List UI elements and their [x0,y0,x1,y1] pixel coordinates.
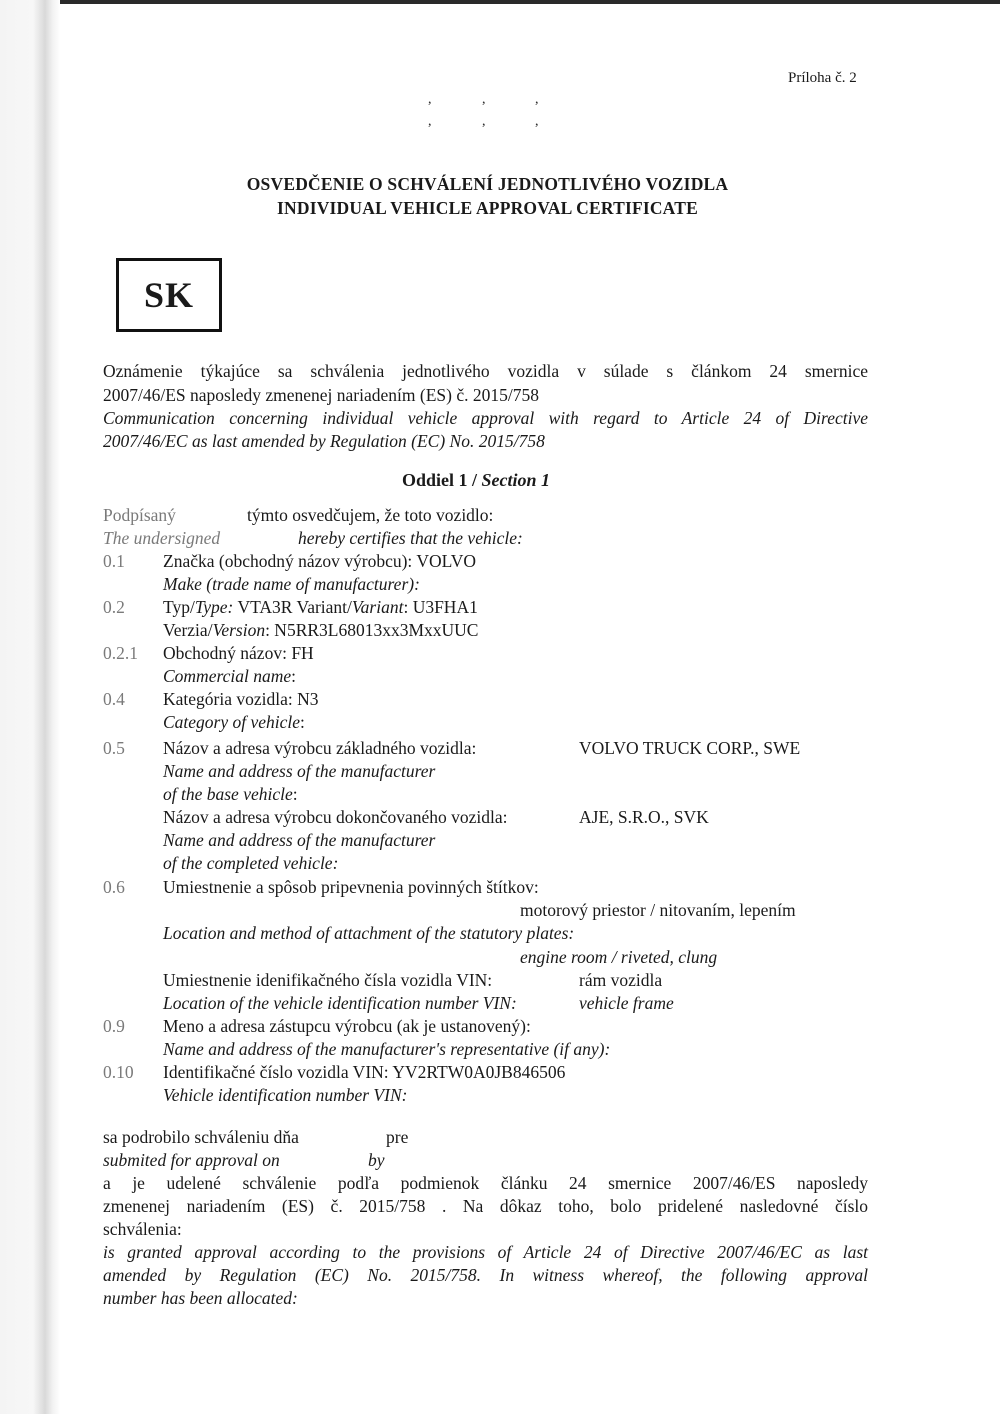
undersigned-text-en: hereby certifies that the vehicle: [298,528,523,548]
base-manufacturer-label-en-1: Name and address of the manufacturer [163,761,436,781]
item-number: 0.2 [103,597,125,617]
item-number: 0.4 [103,689,125,709]
commercial-name-value: FH [291,643,314,663]
type-variant-field: Typ/Type: VTA3R Variant/Variant: U3FHA1 [163,597,478,617]
category-label-en: Category of vehicle: [163,712,305,732]
decorative-mark: , [482,92,486,107]
approval-text-sk-line1: a je udelené schválenie podľa podmienok článku 24 smernice 2007/46/ES naposledy [103,1173,868,1193]
intro-en-line1: Communication concerning individual vehicle approval with regard to Article 24 of Directive [103,408,868,428]
completed-manufacturer-value: AJE, S.R.O., SVK [579,807,709,827]
submission-label-sk: sa podrobilo schváleniu dňa [103,1127,299,1147]
decorative-mark: , [535,114,539,129]
vin-field: Identifikačné číslo vozidla VIN: YV2RTW0A0JB846506 [163,1062,566,1082]
vin-value: YV2RTW0A0JB846506 [392,1062,566,1082]
undersigned-label-sk: Podpísaný [103,505,176,525]
approval-text-en-line1: is granted approval according to the provisions of Article 24 of Directive 2007/46/EC as last [103,1242,868,1262]
representative-label-sk: Meno a adresa zástupcu výrobcu (ak je ustanovený): [163,1016,531,1036]
approval-text-en-line2: amended by Regulation (EC) No. 2015/758. In witness whereof, the following approval [103,1265,868,1285]
item-number: 0.9 [103,1016,125,1036]
plates-value-sk: motorový priestor / nitovaním, lepením [520,900,796,920]
base-manufacturer-value: VOLVO TRUCK CORP., SWE [579,738,801,758]
base-manufacturer-label-en-2: of the base vehicle: [163,784,298,804]
submission-label-en: submited for approval on [103,1150,280,1170]
vin-label-en: Vehicle identification number VIN: [163,1085,408,1105]
base-manufacturer-label-sk: Názov a adresa výrobcu základného vozidla: [163,738,477,758]
document-title-en: INDIVIDUAL VEHICLE APPROVAL CERTIFICATE [277,198,698,218]
intro-sk-line1: Oznámenie týkajúce sa schválenia jednotlivého vozidla v súlade s článkom 24 smernice [103,361,868,381]
completed-manufacturer-label-sk: Názov a adresa výrobcu dokončovaného vozidla: [163,807,508,827]
vin-location-value-en: vehicle frame [579,993,674,1013]
decorative-mark: , [428,92,432,107]
plates-label-en: Location and method of attachment of the statutory plates: [163,923,575,943]
completed-manufacturer-label-en-2: of the completed vehicle: [163,853,339,873]
item-number: 0.2.1 [103,643,138,663]
make-field: Značka (obchodný názov výrobcu): VOLVO [163,551,476,571]
approval-text-sk-line2: zmenenej nariadením (ES) č. 2015/758 . Na dôkaz toho, bolo pridelené nasledovné číslo [103,1196,868,1216]
vin-location-value-sk: rám vozidla [579,970,663,990]
scan-top-edge [0,0,1000,4]
submission-by-en: by [368,1150,385,1170]
category-field: Kategória vozidla: N3 [163,689,319,709]
category-value: N3 [297,689,319,709]
plates-label-sk: Umiestnenie a spôsob pripevnenia povinných štítkov: [163,877,539,897]
make-value: VOLVO [416,551,476,571]
make-label-en: Make (trade name of manufacturer): [163,574,420,594]
item-number: 0.6 [103,877,125,897]
commercial-name-field: Obchodný názov: FH [163,643,314,663]
plates-value-en: engine room / riveted, clung [520,947,718,967]
intro-en-line2: 2007/46/EC as last amended by Regulation (EC) No. 2015/758 [103,431,545,451]
type-value: VTA3R [233,597,297,617]
decorative-mark: , [535,92,539,107]
document-title-sk: OSVEDČENIE O SCHVÁLENÍ JEDNOTLIVÉHO VOZIDLA [246,174,729,194]
version-field: Verzia/Version: N5RR3L68013xx3MxxUUC [163,620,479,640]
item-number: 0.10 [103,1062,134,1082]
version-value: : N5RR3L68013xx3MxxUUC [265,620,479,640]
intro-sk-line2: 2007/46/ES naposledy zmenenej nariadením (ES) č. 2015/758 [103,385,539,405]
approval-text-en-line3: number has been allocated: [103,1288,298,1308]
vin-location-label-en: Location of the vehicle identification number VIN: [163,993,517,1013]
decorative-mark: , [482,114,486,129]
item-number: 0.1 [103,551,125,571]
variant-value: : U3FHA1 [403,597,478,617]
item-number: 0.5 [103,738,125,758]
undersigned-label-en: The undersigned [103,528,221,548]
annex-label: Príloha č. 2 [788,70,857,86]
submission-by-sk: pre [386,1127,409,1147]
decorative-mark: , [428,114,432,129]
country-code-box [116,258,222,332]
representative-label-en: Name and address of the manufacturer's representative (if any): [163,1039,611,1059]
commercial-name-label-en: Commercial name: [163,666,297,686]
country-code: SK [143,275,195,315]
completed-manufacturer-label-en-1: Name and address of the manufacturer [163,830,436,850]
vin-location-label-sk: Umiestnenie idenifikačného čísla vozidla VIN: [163,970,493,990]
approval-text-sk-line3: schválenia: [103,1219,182,1239]
undersigned-text-sk: týmto osvedčujem, že toto vozidlo: [247,505,494,525]
section-heading: Oddiel 1 / Section 1 [402,470,551,490]
